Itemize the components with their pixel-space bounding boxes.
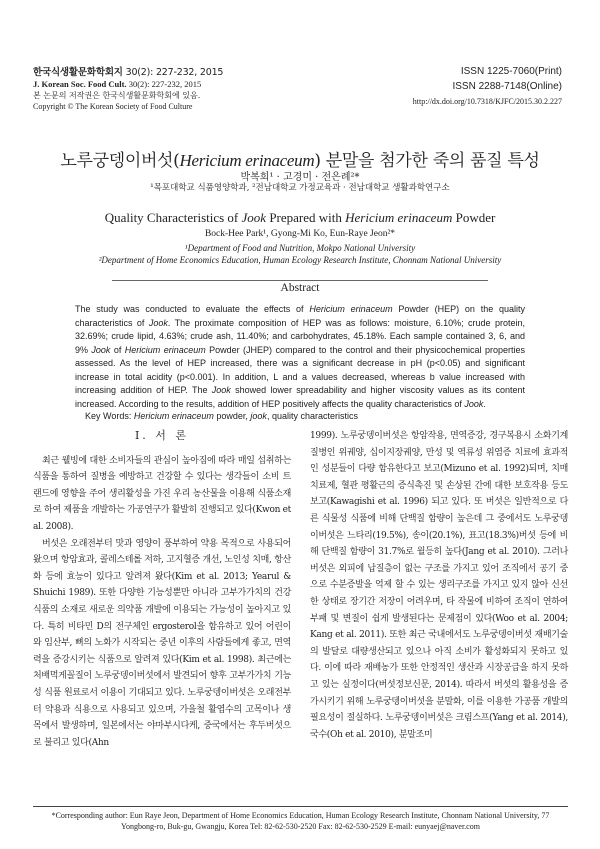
copyright-kor: 본 논문의 저작권은 한국식생활문화학회에 있음. — [33, 91, 201, 100]
abstract-divider — [112, 280, 488, 281]
title-korean: 노루궁뎅이버섯(Hericium erinaceum) 분말을 첨가한 죽의 품질 특성 — [60, 151, 540, 171]
issn-block — [342, 64, 562, 106]
body-column-left — [33, 428, 291, 751]
corresponding-author-footnote: *Corresponding author: Eun Raye Jeon, Department of Home Economics Education, Human Ecology Research Institute, Chonnam National University, 77 Yongbong-ro, Buk-gu, Gwangju, Korea Tel: 82-62-530-2520 Fax: 82-62-530-2529 E-mail: eunyaej@naver.com — [51, 811, 550, 831]
affiliation-1: ¹Department of Food and Nutrition, Mokpo National University — [184, 243, 416, 253]
journal-title-eng: J. Korean Soc. Food Cult. 30(2): 227-232, 2015 — [33, 79, 202, 89]
issn-online: ISSN 2288-7148(Online) — [452, 81, 562, 92]
affiliations-korean: ¹목포대학교 식품영양학과, ²전남대학교 가정교육과 · 전남대학교 생활과학연구소 — [150, 183, 450, 193]
section-heading-introduction: Ⅰ. 서 론 — [134, 429, 190, 442]
abstract-heading: Abstract — [280, 282, 320, 294]
authors-english: Bock-Hee Park¹, Gyong-Mi Ko, Eun-Raye Jeon²* — [204, 229, 396, 239]
journal-title-kor: 한국식생활문화학회지 30(2): 227-232, 2015 — [33, 67, 224, 78]
body-column-right — [310, 428, 568, 743]
doi-link[interactable]: http://dx.doi.org/10.7318/KJFC/2015.30.2.227 — [412, 97, 562, 106]
paragraph: 1999). 노루궁뎅이버섯은 항암작용, 면역증강, 경구복용시 소화기계 질병인 위궤양, 십이지장궤양, 만성 및 역류성 위염증 치료에 효과적인 성분들이 다량 함유한다고 보고(Mizuno et al. 1992)되며, 치매치료제, 혈관 평활근의 증식촉진 및 손상된 간에 대한 보호작용 등도 보고(Kawagishi et al. 1996) 되고 있다. 또 버섯은 일반적으로 다른 식물성 식품에 비해 단백질 함량이 높은데 그 중에서도 노루궁뎅이버섯은 느타리(19.5%), 송이(20.1%), 표고(18.3%)버섯 등에 비해 단백질 함량이 31.7%로 월등히 높다(Jang et al. 2010). 그러나 버섯은 외피에 납질층이 없는 구조를 가지고 있어 조직에서 공기 중으로 수분증발을 억제 할 수 있는 생리구조를 가지고 있지 않아 신선한 상태로 장기간 저장이 어려우며, 타 작물에 비하여 조직이 연하여 부패 및 변질이 쉽게 발생된다는 문제점이 있다(Woo et al. 2004; Kang et al. 2011). 또한 최근 국내에서도 노루궁뎅이버섯 재배기술의 발달로 대량생산되고 있으나 아직 소비가 활성화되지 못하고 있다. 이에 따라 재배농가 또한 안정적인 생산과 시장공급을 하지 못하고 있는 실정이다(버섯정보신문, 2014). 따라서 버섯의 활용성을 증가시키기 위해 노루궁뎅이버섯을 분말화, 이를 이용한 가공품 개발의 필요성이 절실하다. 노루궁뎅이버섯은 크림스프(Yang et al. 2014), 국수(Oh et al. 2010), 분말조미 — [310, 431, 568, 740]
footnote-divider — [33, 806, 568, 807]
copyright-eng: Copyright © The Korean Society of Food Culture — [33, 102, 193, 111]
keywords: Key Words: Hericium erinaceum powder, jook, quality characteristics — [85, 411, 358, 421]
journal-header — [33, 64, 363, 111]
paragraph: 최근 웰빙에 대한 소비자들의 관심이 높아짐에 따라 매일 섭취하는 식품을 통하여 질병을 예방하고 건강할 수 있다는 생각들이 소비 트랜드에 영향을 주어 생리활성을 가진 우리 농산물을 이용해 식품소재로 하여 제품을 개발하는 가공연구가 활발히 진행되고 있다(Kwon et al. 2008). — [33, 455, 291, 532]
affiliation-2: ²Department of Home Economics Education, Human Ecology Research Institute, Chonnam National University — [98, 255, 502, 265]
authors-korean: 박복희¹ · 고경미 · 전은례²* — [240, 172, 360, 183]
title-english: Quality Characteristics of Jook Prepared with Hericium erinaceum Powder — [104, 210, 496, 225]
paragraph: 버섯은 오래전부터 맛과 영양이 풍부하여 약용 목적으로 사용되어 왔으며 항암효과, 콜레스테롤 저하, 고지혈증 개선, 노인성 치매, 항산화 등에 효능이 있다고 알려져 왔다(Kim et al. 2013; Yearul & Shuichi 1989). 또한 다양한 기능성뿐만 아니라 고부가가치의 건강식품의 소재로 새로운 의약품 개발에 이용되는 가능성이 높아지고 있다. 특히 비타민 D의 전구체인 ergosterol을 함유하고 있어 어린이와 임산부, 뼈의 노화가 시작되는 중년 이후의 사람들에게 좋고, 면역력을 증강시키는 식품으로 알려져 있다(Kim et al. 1998). 최근에는 처배먹게꼴질이 노루궁뎅이버섯에서 발견되어 향후 고부가가치 기능성 식품 원료로서 이용이 기대되고 있다. 노루궁뎅이버섯은 오래전부터 약용과 식용으로 사용되고 있으며, 가을철 활엽수의 고목이나 생목에서 발생하며, 일본에서는 야마부시다케, 중국에서는 후두버섯으로 불리고 있다(Ahn — [33, 538, 291, 748]
abstract-body: The study was conducted to evaluate the effects of Hericium erinaceum Powder (HEP) on the quality characteristics of Jook. The proximate composition of HEP was as follows: moisture, 6.10%; crude protein, 32.69%; crude lipid, 4.63%; crude ash, 11.40%; and carbohydrates, 45.18%. Each sample contained 3, 6, and 9% Jook of Hericium erinaceum Powder (JHEP) compared to the control and their physicochemical properties assessed. As the level of HEP increased, there was a significant decrease in pH (p<0.05) and significant increase in total acidity (p<0.001). In addition, L and a values decreased, whereas b value increased with increasing addition of HEP. The Jook showed lower spreadability and higher viscosity values as its content increased. According to the results, addition of HEP positively affects the quality characteristics of Jook. — [75, 304, 525, 409]
issn-print: ISSN 1225-7060(Print) — [460, 66, 562, 77]
